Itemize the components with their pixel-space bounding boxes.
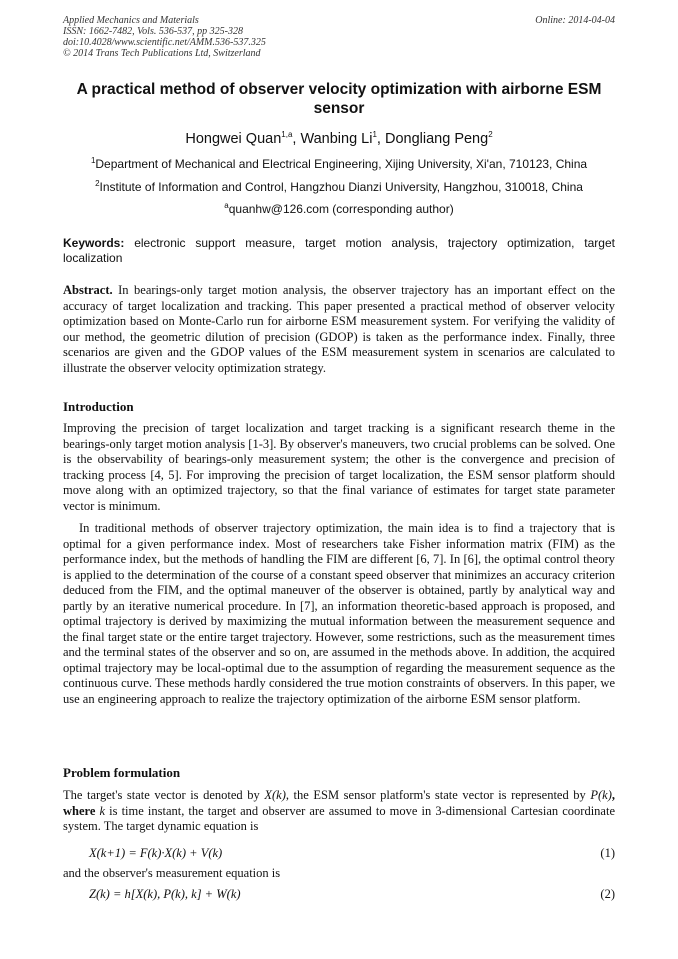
keywords-text: electronic support measure, target motion analysis, trajectory optimization, target localization bbox=[63, 236, 615, 265]
journal-name: Applied Mechanics and Materials bbox=[63, 15, 199, 26]
author-superscript: 2 bbox=[488, 130, 493, 140]
equation-number: (1) bbox=[600, 846, 615, 860]
journal-header bbox=[63, 15, 615, 59]
math-p: P(k) bbox=[590, 788, 612, 802]
problem-paragraph-2: and the observer's measurement equation is bbox=[63, 866, 281, 880]
equation-number: (2) bbox=[600, 887, 615, 901]
abstract-text: In bearings-only target motion analysis, the observer trajectory has an important effect on the accuracy of target localization and tracking. This paper presented a practical method of observer velocity optimization based on Monte-Carlo run for airborne ESM measurement system. For verifying the validity of our method, the geometric dilution of precision (GDOP) is taken as the performance index. Finally, three scenarios are given and the GDOP values of the ESM measurement system in scenarios are calculated to illustrate the observer velocity optimization strategy. bbox=[63, 283, 616, 375]
abstract-label: Abstract. bbox=[63, 283, 113, 297]
author-name: Dongliang Peng bbox=[384, 131, 489, 147]
section-heading-problem-formulation: Problem formulation bbox=[63, 765, 181, 780]
problem-text: , where bbox=[63, 788, 616, 818]
paper-title: A practical method of observer velocity optimization with airborne ESM sensor bbox=[76, 81, 602, 117]
author-name: Wanbing Li bbox=[300, 131, 373, 147]
journal-copyright: © 2014 Trans Tech Publications Ltd, Switzerland bbox=[63, 48, 261, 59]
equation-expression: Z(k) = h[X(k), P(k), k] + W(k) bbox=[89, 887, 241, 901]
keywords bbox=[63, 236, 615, 266]
affiliation-superscript: 2 bbox=[95, 179, 100, 188]
journal-issn: ISSN: 1662-7482, Vols. 536-537, pp 325-328 bbox=[63, 26, 243, 37]
author-superscript: 1,a bbox=[281, 130, 293, 140]
email-text: quanhw@126.com (corresponding author) bbox=[228, 202, 454, 216]
affiliation-2 bbox=[63, 180, 615, 194]
problem-text: , the ESM sensor platform's state vector is represented by bbox=[285, 788, 586, 802]
affiliation-superscript: 1 bbox=[90, 156, 96, 165]
corresponding-email bbox=[63, 202, 615, 216]
keywords-label: Keywords: bbox=[63, 236, 125, 250]
math-k: k bbox=[99, 803, 106, 818]
affiliation-text: Institute of Information and Control, Hangzhou Dianzi University, Hangzhou, 310018, China bbox=[99, 180, 583, 194]
abstract bbox=[63, 283, 615, 376]
problem-text: is time instant, the target and observer are assumed to move in 3-dimensional Cartesian coordinate system. The target dynamic equation is bbox=[63, 803, 616, 833]
intro-paragraph-2: In traditional methods of observer trajectory optimization, the main idea is to find a trajectory that is optimal for a given performance index. Most of researchers take Fisher information matrix (FIM) as the performance index, but the methods of handling the FIM are different [6, 7]. In [6], the optimal control theory is applied to the determination of the course of a constant speed observer that minimizes an accuracy criterion deduced from the FIM, and the optimal maneuver of the observer is obtained, partly by analytical way and partly by an iterative numerical procedure. In [7], an information theoretic-based approach is proposed, and optimal trajectory is derived by maximizing the mutual information between the measurement sequence and the final target state or the entire target trajectory. However, some restrictions, such as the measurement times and the terminal states of the observer and so on, are assumed in the methods above. In addition, the acquired optimal trajectory may be local-optimal due to the assumption of regarding the measurement sequence as the continuous curve. These methods hardly considered the true motion constraints of observers. In this paper, we use an engineering approach to realize the trajectory optimization of the airborne ESM sensor platform. bbox=[63, 521, 615, 706]
author-superscript: 1 bbox=[372, 130, 377, 140]
journal-doi: doi:10.4028/www.scientific.net/AMM.536-537.325 bbox=[63, 37, 266, 48]
section-heading-introduction: Introduction bbox=[63, 399, 134, 414]
online-date: Online: 2014-04-04 bbox=[535, 15, 615, 26]
problem-text: The target's state vector is denoted by bbox=[63, 788, 260, 802]
affiliation-1 bbox=[63, 157, 615, 171]
equation-expression: X(k+1) = F(k)·X(k) + V(k) bbox=[89, 846, 223, 860]
author-list: Hongwei Quan$^{1,a}$, Wanbing Li$^1$, Dongliang Peng$^2$ bbox=[185, 130, 493, 147]
email-superscript: a bbox=[224, 201, 229, 210]
problem-paragraph-1 bbox=[63, 788, 615, 835]
affiliation-text: Department of Mechanical and Electrical Engineering, Xijing University, Xi'an, 710123, China bbox=[95, 157, 588, 171]
author-name: Hongwei Quan bbox=[185, 131, 282, 147]
intro-paragraph-1: Improving the precision of target localization and target tracking is a significant research theme in the bearings-only target motion analysis [1-3]. By observer's maneuvers, two crucial problems can be solved. One is the observability of bearings-only measurement system; the other is the convergence and precision of tracking process [4, 5]. For improving the precision of target localization, the ESM sensor platform should move along with an optimized trajectory, so that the final variance of estimates for target state parameter vector is minimum. bbox=[63, 421, 615, 513]
math-x: X(k) bbox=[264, 788, 286, 802]
